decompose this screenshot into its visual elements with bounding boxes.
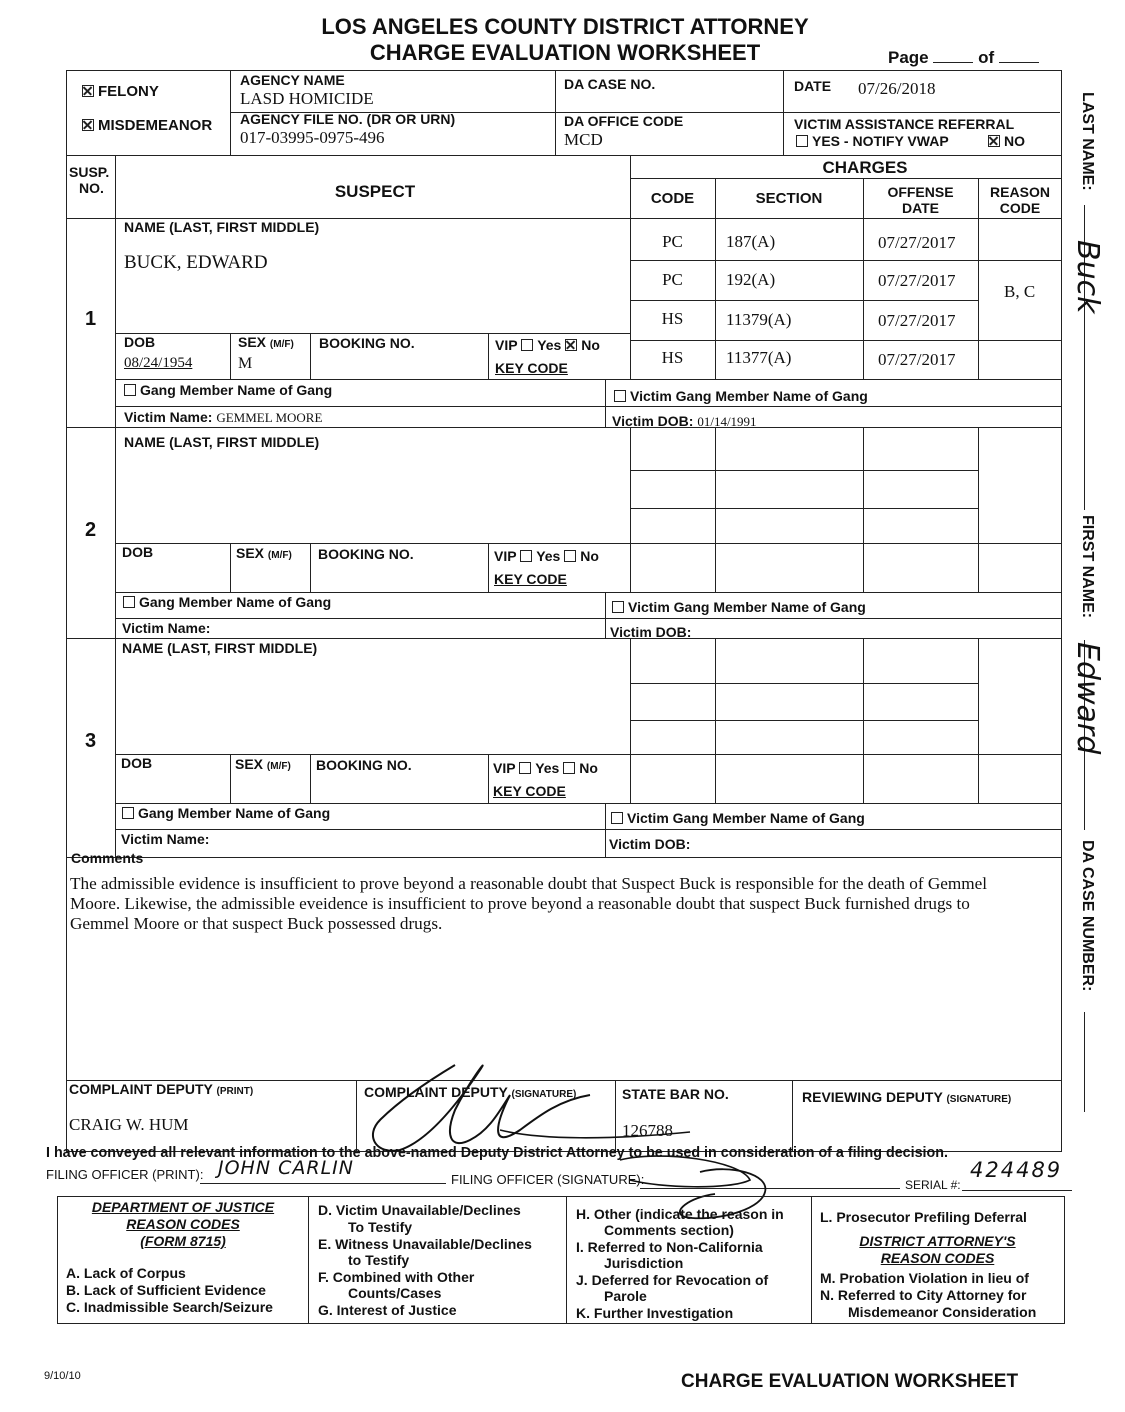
- code-e-cont: to Testify: [348, 1252, 410, 1268]
- s2-vip-yes-label: Yes: [536, 548, 561, 564]
- conveyed-statement: I have conveyed all relevant information to the above-named Deputy District Attorney to be used in consideration of a filing decision.: [46, 1145, 948, 1161]
- s1-booking-label: BOOKING NO.: [319, 335, 415, 351]
- s1-reason-code[interactable]: B, C: [1004, 282, 1036, 301]
- suspect-2-name-label: NAME (LAST, FIRST MIDDLE): [124, 434, 320, 450]
- code-f: F. Combined with Other: [318, 1269, 475, 1285]
- misdemeanor-label: MISDEMEANOR: [98, 117, 213, 134]
- revision-date: 9/10/10: [44, 1370, 81, 1382]
- page-number-field[interactable]: [933, 62, 973, 63]
- s1-charge-3-code[interactable]: HS: [661, 309, 684, 328]
- page-label: Page: [888, 48, 929, 67]
- s2-victim-dob-label: Victim DOB:: [610, 624, 692, 640]
- s1-dob-value[interactable]: 08/24/1954: [124, 355, 193, 371]
- s3-vip-no-label: No: [579, 760, 598, 776]
- s3-victim-dob-label: Victim DOB:: [609, 836, 691, 852]
- s3-gang-member-check[interactable]: [122, 807, 134, 819]
- code-m: M. Probation Violation in lieu of: [820, 1270, 1029, 1286]
- da-reason-codes-title: [815, 1233, 1060, 1267]
- code-h-cont: Comments section): [604, 1222, 734, 1238]
- state-bar-value[interactable]: 126788: [622, 1121, 673, 1140]
- s1-charge-1-date[interactable]: 07/27/2017: [878, 233, 956, 252]
- suspect-2-number: 2: [84, 519, 97, 541]
- side-first-name-value[interactable]: Edward: [1070, 642, 1105, 755]
- s3-victim-gang-check[interactable]: [611, 812, 623, 824]
- s1-gang-member-check[interactable]: [124, 384, 136, 396]
- code-i: I. Referred to Non-California: [576, 1239, 763, 1255]
- s1-charge-1-section[interactable]: 187(A): [726, 232, 776, 251]
- code-g: G. Interest of Justice: [318, 1302, 457, 1318]
- s2-booking-label: BOOKING NO.: [318, 546, 414, 562]
- code-d: D. Victim Unavailable/Declines: [318, 1202, 521, 1218]
- serial-number[interactable]: 424489: [970, 1158, 1063, 1182]
- form-title: [300, 14, 830, 66]
- s3-key-code-label: KEY CODE: [493, 783, 566, 799]
- s1-victim-name-value[interactable]: GEMMEL MOORE: [216, 410, 323, 425]
- of-label: of: [978, 48, 995, 67]
- s2-victim-gang-label: Victim Gang Member Name of Gang: [628, 599, 866, 615]
- s3-victim-gang-label: Victim Gang Member Name of Gang: [627, 810, 865, 826]
- s2-victim-gang-check[interactable]: [612, 601, 624, 613]
- doj-title-line2: REASON CODES: [126, 1216, 240, 1232]
- s1-charge-4-code[interactable]: HS: [661, 348, 684, 367]
- felony-label: FELONY: [98, 83, 159, 100]
- agency-file-value[interactable]: 017-03995-0975-496: [240, 128, 385, 147]
- vwap-no-label: NO: [1004, 133, 1025, 149]
- serial-label: SERIAL #:: [905, 1178, 961, 1192]
- s2-dob-label: DOB: [122, 544, 154, 560]
- misdemeanor-checkbox[interactable]: [82, 117, 212, 134]
- s1-charge-2-section[interactable]: 192(A): [726, 270, 776, 289]
- side-da-case-label: DA CASE NUMBER:: [1079, 840, 1096, 992]
- s1-vip-label: VIP: [495, 337, 518, 353]
- comments-line-3: Gemmel Moore or that suspect Buck possessed drugs.: [70, 914, 443, 933]
- susp-no-header-line2: NO.: [79, 180, 104, 196]
- page-number: [888, 48, 1039, 68]
- s2-victim-name-label: Victim Name:: [122, 620, 211, 636]
- s3-vip-yes-check[interactable]: [519, 762, 531, 774]
- filing-officer-print-label: FILING OFFICER (PRINT):: [46, 1167, 204, 1182]
- s1-gang-member-label: Gang Member Name of Gang: [140, 382, 333, 398]
- s3-sex-label: [235, 756, 291, 772]
- code-l: L. Prosecutor Prefiling Deferral: [820, 1209, 1027, 1225]
- code-d-cont: To Testify: [348, 1219, 413, 1235]
- misdemeanor-check-mark[interactable]: [82, 119, 94, 131]
- s1-dob-label: DOB: [124, 334, 156, 350]
- s2-vip-no-check[interactable]: [564, 550, 576, 562]
- s1-charge-2-code[interactable]: PC: [662, 270, 683, 289]
- s1-victim-name-label: Victim Name:: [124, 409, 213, 425]
- form-title-line2: CHARGE EVALUATION WORKSHEET: [369, 40, 761, 65]
- reviewing-deputy-label: [802, 1089, 1011, 1105]
- s2-sex-mf: (M/F): [267, 550, 292, 561]
- s3-gang-member[interactable]: [122, 805, 330, 821]
- code-i-cont: Jurisdiction: [604, 1255, 684, 1271]
- suspect-3-name-label: NAME (LAST, FIRST MIDDLE): [122, 640, 318, 656]
- da-case-no-label: DA CASE NO.: [564, 76, 656, 92]
- s3-sex-label-text: SEX: [235, 756, 264, 772]
- s2-sex-label-text: SEX: [236, 545, 265, 561]
- vwap-yes-label: YES - NOTIFY VWAP: [812, 133, 949, 149]
- offense-date-header: [863, 184, 978, 216]
- reason-header-line1: REASON: [990, 184, 1050, 200]
- section-header: SECTION: [755, 190, 823, 207]
- s1-sex-value[interactable]: M: [238, 355, 253, 372]
- code-a: A. Lack of Corpus: [66, 1265, 186, 1281]
- s1-victim-dob: [612, 413, 757, 430]
- s1-sex-label: [238, 334, 294, 350]
- comments-line-1: The admissible evidence is insufficient to prove beyond a reasonable doubt that Suspect Buck is responsible for the death of Gemmel: [70, 874, 988, 893]
- suspect-3-number: 3: [84, 730, 97, 752]
- code-c: C. Inadmissible Search/Seizure: [66, 1299, 273, 1315]
- s3-victim-gang[interactable]: [611, 810, 865, 826]
- vwap-yes-checkbox[interactable]: [796, 133, 949, 149]
- state-bar-label: STATE BAR NO.: [622, 1086, 729, 1102]
- doj-reason-codes-title: [62, 1199, 304, 1250]
- complaint-deputy-print-tag: (PRINT): [216, 1086, 254, 1097]
- s3-vip: [493, 760, 598, 776]
- s3-vip-no-check[interactable]: [563, 762, 575, 774]
- complaint-deputy-name[interactable]: CRAIG W. HUM: [69, 1115, 189, 1134]
- s2-vip-no-label: No: [580, 548, 599, 564]
- vwap-yes-check[interactable]: [796, 135, 808, 147]
- filing-officer-name[interactable]: JOHN CARLIN: [218, 1157, 354, 1179]
- s3-sex-mf: (M/F): [266, 761, 291, 772]
- s2-gang-member-check[interactable]: [123, 596, 135, 608]
- complaint-deputy-print-label: [69, 1081, 253, 1097]
- s1-vip-no-label: No: [581, 337, 600, 353]
- complaint-sig-label-text: COMPLAINT DEPUTY: [364, 1084, 508, 1100]
- s1-charge-1-code[interactable]: PC: [662, 232, 683, 251]
- suspect-1-name-label: NAME (LAST, FIRST MIDDLE): [124, 219, 320, 235]
- s1-vip: [495, 337, 600, 353]
- page-total-field[interactable]: [999, 62, 1039, 63]
- offense-header-line1: OFFENSE: [887, 184, 954, 200]
- comments-label: Comments: [71, 850, 144, 866]
- s2-gang-member[interactable]: [123, 594, 331, 610]
- filing-officer-sig-label: FILING OFFICER (SIGNATURE):: [451, 1172, 645, 1187]
- code-j: J. Deferred for Revocation of: [576, 1272, 769, 1288]
- s1-charge-2-date[interactable]: 07/27/2017: [878, 271, 956, 290]
- complaint-deputy-label-text: COMPLAINT DEPUTY: [69, 1081, 213, 1097]
- code-h: H. Other (indicate the reason in: [576, 1206, 784, 1222]
- s1-victim-gang-check[interactable]: [614, 390, 626, 402]
- date-label: DATE: [794, 78, 832, 94]
- agency-file-label: AGENCY FILE NO. (DR OR URN): [240, 111, 456, 127]
- s3-vip-label: VIP: [493, 760, 516, 776]
- s1-vip-no-check[interactable]: [565, 339, 577, 351]
- s1-victim-gang-label: Victim Gang Member Name of Gang: [630, 388, 868, 404]
- s3-dob-label: DOB: [121, 755, 153, 771]
- doj-title-line1: DEPARTMENT OF JUSTICE: [91, 1199, 275, 1215]
- reason-header-line2: CODE: [999, 200, 1041, 216]
- s3-vip-yes-label: Yes: [535, 760, 560, 776]
- side-first-name-label: FIRST NAME:: [1079, 515, 1096, 619]
- da-office-code-label: DA OFFICE CODE: [564, 113, 684, 129]
- side-last-name-label: LAST NAME:: [1079, 92, 1096, 191]
- code-e: E. Witness Unavailable/Declines: [318, 1236, 532, 1252]
- agency-name-value[interactable]: LASD HOMICIDE: [240, 89, 374, 108]
- reviewing-sig-tag: (SIGNATURE): [946, 1094, 1012, 1105]
- reason-code-header: [978, 184, 1062, 216]
- suspect-1-name[interactable]: BUCK, EDWARD: [124, 252, 268, 273]
- da-title-line2: REASON CODES: [880, 1250, 995, 1266]
- s2-gang-member-label: Gang Member Name of Gang: [139, 594, 332, 610]
- s2-victim-gang[interactable]: [612, 599, 866, 615]
- vwap-no-checkbox[interactable]: [988, 133, 1025, 149]
- code-k: K. Further Investigation: [576, 1305, 734, 1321]
- victim-assistance-label: VICTIM ASSISTANCE REFERRAL: [794, 116, 1015, 132]
- footer-title: CHARGE EVALUATION WORKSHEET: [681, 1371, 1019, 1392]
- suspect-1-number: 1: [84, 308, 97, 330]
- agency-name-label: AGENCY NAME: [240, 72, 345, 88]
- s2-vip: [494, 548, 599, 564]
- s2-sex-label: [236, 545, 292, 561]
- form-title-line1: LOS ANGELES COUNTY DISTRICT ATTORNEY: [321, 14, 809, 39]
- date-value[interactable]: 07/26/2018: [858, 79, 936, 98]
- comments-text[interactable]: [70, 874, 987, 934]
- complaint-sig-tag: (SIGNATURE): [511, 1089, 577, 1100]
- susp-no-header-line1: SUSP.: [69, 164, 110, 180]
- s1-sex-label-text: SEX: [238, 334, 267, 350]
- da-title-line1: DISTRICT ATTORNEY'S: [859, 1233, 1016, 1249]
- doj-title-line3: (FORM 8715): [140, 1233, 226, 1249]
- s1-charge-4-date[interactable]: 07/27/2017: [878, 350, 956, 369]
- s3-victim-name-label: Victim Name:: [121, 831, 210, 847]
- s1-sex-mf: (M/F): [269, 339, 294, 350]
- code-n: N. Referred to City Attorney for: [820, 1287, 1027, 1303]
- s2-vip-yes-check[interactable]: [520, 550, 532, 562]
- da-office-code-value[interactable]: MCD: [564, 130, 603, 149]
- side-last-name-value[interactable]: Buck: [1070, 240, 1105, 314]
- felony-check-mark[interactable]: [82, 85, 94, 97]
- reviewing-label-text: REVIEWING DEPUTY: [802, 1089, 943, 1105]
- s1-victim-name: [124, 409, 322, 426]
- code-b: B. Lack of Sufficient Evidence: [66, 1282, 266, 1298]
- s1-vip-yes-label: Yes: [537, 337, 562, 353]
- code-j-cont: Parole: [604, 1288, 647, 1304]
- s1-victim-dob-value[interactable]: 01/14/1991: [697, 414, 757, 429]
- s3-booking-label: BOOKING NO.: [316, 757, 412, 773]
- s1-victim-dob-label: Victim DOB:: [612, 413, 694, 429]
- charges-header: CHARGES: [822, 158, 908, 177]
- felony-checkbox[interactable]: [82, 83, 159, 100]
- suspect-header: SUSPECT: [334, 182, 416, 201]
- s1-charge-3-section[interactable]: 11379(A): [726, 310, 792, 329]
- s1-charge-4-section[interactable]: 11377(A): [726, 348, 792, 367]
- s1-key-code-label: KEY CODE: [495, 360, 568, 376]
- s3-gang-member-label: Gang Member Name of Gang: [138, 805, 331, 821]
- code-f-cont: Counts/Cases: [348, 1285, 442, 1301]
- s2-key-code-label: KEY CODE: [494, 571, 567, 587]
- vwap-no-check[interactable]: [988, 135, 1000, 147]
- code-n-cont: Misdemeanor Consideration: [848, 1304, 1037, 1320]
- s2-vip-label: VIP: [494, 548, 517, 564]
- comments-line-2: Moore. Likewise, the admissible eveidence is insufficient to prove beyond a reasonable doubt that suspect Buck furnished drugs to: [70, 894, 970, 913]
- code-header: CODE: [650, 190, 695, 207]
- s1-charge-3-date[interactable]: 07/27/2017: [878, 311, 956, 330]
- susp-no-header: [69, 164, 109, 196]
- s1-victim-gang[interactable]: [614, 388, 868, 404]
- s1-vip-yes-check[interactable]: [521, 339, 533, 351]
- offense-header-line2: DATE: [901, 200, 940, 216]
- s1-gang-member[interactable]: [124, 382, 332, 398]
